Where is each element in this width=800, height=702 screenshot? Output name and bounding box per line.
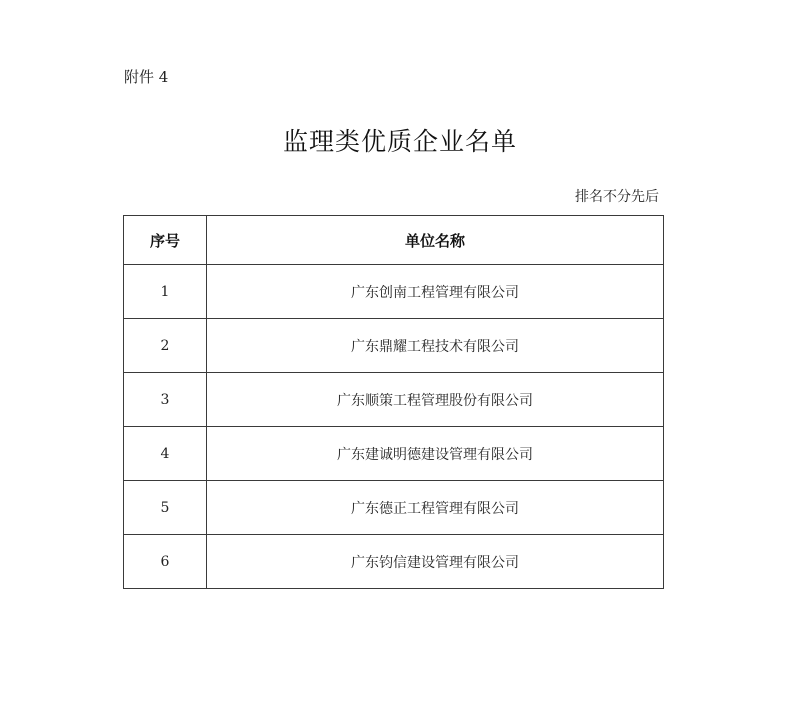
table-header-row — [124, 216, 664, 265]
table-row — [124, 265, 664, 319]
row-seq: 4 — [124, 427, 207, 481]
row-seq: 2 — [124, 319, 207, 373]
row-company-name: 广东鼎耀工程技术有限公司 — [207, 319, 664, 373]
table-row — [124, 319, 664, 373]
row-seq: 3 — [124, 373, 207, 427]
row-company-name: 广东建诚明德建设管理有限公司 — [207, 427, 664, 481]
table-header — [124, 216, 664, 265]
header-seq: 序号 — [124, 216, 207, 265]
table-row — [124, 427, 664, 481]
table-body — [124, 265, 664, 589]
row-company-name: 广东创南工程管理有限公司 — [207, 265, 664, 319]
table-row — [124, 481, 664, 535]
page-title: 监理类优质企业名单 — [282, 127, 517, 156]
row-seq: 1 — [124, 265, 207, 319]
row-seq: 5 — [124, 481, 207, 535]
row-company-name: 广东德正工程管理有限公司 — [207, 481, 664, 535]
table-row — [124, 373, 664, 427]
header-company-name: 单位名称 — [207, 216, 664, 265]
row-company-name: 广东顺策工程管理股份有限公司 — [207, 373, 664, 427]
table-row — [124, 535, 664, 589]
row-company-name: 广东钧信建设管理有限公司 — [207, 535, 664, 589]
company-list-table — [123, 215, 664, 589]
attachment-label: 附件 4 — [124, 68, 169, 86]
ordering-note: 排名不分先后 — [575, 189, 659, 205]
row-seq: 6 — [124, 535, 207, 589]
